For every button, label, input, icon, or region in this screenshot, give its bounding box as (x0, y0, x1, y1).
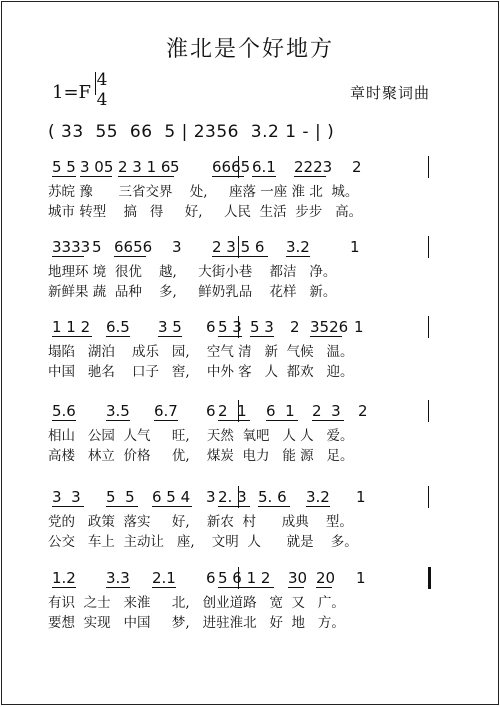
note-group: 20 (316, 569, 336, 587)
beam-underline (52, 420, 76, 421)
note-group: 2 3 1 6 (118, 158, 171, 176)
note-group: 2 3 (312, 402, 341, 420)
note-group: 30 (288, 569, 308, 587)
notation-line (52, 154, 442, 182)
note-group: 5 (92, 238, 102, 256)
beam-underline (152, 587, 176, 588)
lyric-line: 苏皖 豫 三省交界 处, 座落 一座 淮 北 城。 (48, 184, 359, 200)
lyric-line: 地理环 境 很优 越, 大街小巷 都洁 净。 (48, 264, 337, 280)
song-title: 淮北是个好地方 (165, 37, 334, 62)
note-group: 6.7 (154, 402, 178, 420)
beam-underline (106, 420, 130, 421)
score-page (1, 1, 499, 705)
note-group: 5 6 1 2 (218, 569, 271, 587)
notation-line (52, 314, 442, 342)
note-group: 1 1 2 (52, 318, 91, 336)
beam-underline (286, 256, 310, 257)
beam-underline (316, 587, 332, 588)
beam-underline (52, 506, 84, 507)
note-group: 5. 6 (258, 488, 287, 506)
beam-underline (52, 176, 76, 177)
key-text: 1=F (52, 82, 92, 103)
beam-underline (154, 420, 178, 421)
note-group: 5.6 (52, 402, 76, 420)
beam-underline (252, 176, 276, 177)
beam-underline (152, 506, 192, 507)
lyric-line: 党的 政策 落实 好, 新农 村 成典 型。 (48, 514, 353, 530)
note-group: 3.2 (286, 238, 310, 256)
beam-underline (218, 420, 250, 421)
bar-line (238, 486, 239, 508)
bar-line (428, 316, 429, 338)
note-group: 5 (170, 158, 180, 176)
note-group: 6 (206, 318, 216, 336)
note-group: 2 3 5 6 (212, 238, 265, 256)
note-group: 3 (206, 488, 216, 506)
beam-underline (250, 336, 274, 337)
intro-notation: ( 33 55 66 5 | 2356 3.2 1 - | ) (48, 122, 335, 142)
beam-underline (258, 506, 290, 507)
beam-underline (312, 420, 344, 421)
note-group: 6665 (212, 158, 251, 176)
lyric-line: 相山 公园 人气 旺, 天然 氧吧 人 人 爱。 (48, 428, 354, 444)
beam-underline (52, 587, 76, 588)
bar-line (428, 486, 429, 508)
beam-underline (218, 587, 274, 588)
note-group: 6.5 (106, 318, 130, 336)
notation-line (52, 398, 442, 426)
time-numerator: 4 (96, 70, 108, 90)
beam-underline (114, 256, 146, 257)
bar-line (428, 400, 429, 422)
lyric-line: 公交 车上 主动让 座, 文明 人 就是 多。 (48, 534, 358, 550)
note-group: 5 3 (218, 318, 242, 336)
note-group: 6 1 (266, 402, 295, 420)
note-group: 2 (358, 402, 368, 420)
note-group: 5 5 (106, 488, 135, 506)
time-signature (95, 70, 109, 110)
beam-underline (106, 587, 130, 588)
lyric-line: 要想 实现 中国 梦, 进驻淮北 好 地 方。 (48, 615, 345, 631)
note-group: 2223 (294, 158, 333, 176)
note-group: 3333 (52, 238, 91, 256)
lyric-line: 中国 驰名 口子 窖, 中外 客 人 都欢 迎。 (48, 364, 354, 380)
bar-line (428, 156, 429, 178)
lyric-line: 新鲜果 蔬 品种 多, 鲜奶乳品 花样 新。 (48, 284, 337, 300)
note-group: 6 (206, 402, 216, 420)
beam-underline (80, 176, 112, 177)
beam-underline (288, 587, 304, 588)
note-group: 5 3 (250, 318, 274, 336)
lyric-line: 城市 转型 搞 得 好, 人民 生活 步步 高。 (48, 204, 363, 220)
time-denominator: 4 (96, 90, 108, 110)
note-group: 1.2 (52, 569, 76, 587)
beam-underline (310, 336, 342, 337)
note-group: 2 (352, 158, 362, 176)
beam-underline (106, 336, 130, 337)
note-group: 2.1 (152, 569, 176, 587)
note-group: 6656 (114, 238, 153, 256)
note-group: 1 (354, 318, 364, 336)
beam-underline (118, 176, 174, 177)
bar-line (428, 236, 429, 258)
note-group: 6 5 4 (152, 488, 191, 506)
beam-underline (212, 176, 244, 177)
note-group: 2 1 (218, 402, 247, 420)
beam-underline (52, 336, 92, 337)
note-group: 3526 (310, 318, 349, 336)
note-group: 3 05 (80, 158, 114, 176)
note-group: 2. 3 (218, 488, 247, 506)
bar-line (238, 567, 239, 589)
credit-line: 章时聚词曲 (350, 84, 431, 102)
beam-underline (106, 506, 138, 507)
bar-line (238, 236, 239, 258)
beam-underline (294, 176, 326, 177)
note-group: 3.5 (106, 402, 130, 420)
note-group: 3 3 (52, 488, 81, 506)
notation-line (52, 484, 442, 512)
note-group: 1 (356, 569, 366, 587)
note-group: 1 (350, 238, 360, 256)
bar-line (238, 400, 239, 422)
note-group: 3 (172, 238, 182, 256)
note-group: 5 5 (52, 158, 76, 176)
bar-line (428, 567, 431, 589)
beam-underline (52, 256, 84, 257)
notation-line (52, 234, 442, 262)
lyric-line: 塌陷 湖泊 成乐 园, 空气 清 新 气候 温。 (48, 344, 354, 360)
beam-underline (266, 420, 298, 421)
beam-underline (212, 256, 268, 257)
bar-line (238, 316, 239, 338)
note-group: 1 (356, 488, 366, 506)
beam-underline (218, 506, 250, 507)
lyric-line: 高楼 林立 价格 优, 煤炭 电力 能 源 足。 (48, 448, 354, 464)
note-group: 3.3 (106, 569, 130, 587)
note-group: 3.2 (306, 488, 330, 506)
note-group: 6 (206, 569, 216, 587)
note-group: 6.1 (252, 158, 276, 176)
note-group: 2 (290, 318, 300, 336)
notation-line (52, 565, 442, 593)
beam-underline (158, 336, 182, 337)
beam-underline (306, 506, 330, 507)
lyric-line: 有识 之士 来淮 北, 创业道路 宽 又 广。 (48, 595, 345, 611)
note-group: 3 5 (158, 318, 182, 336)
bar-line (238, 156, 239, 178)
